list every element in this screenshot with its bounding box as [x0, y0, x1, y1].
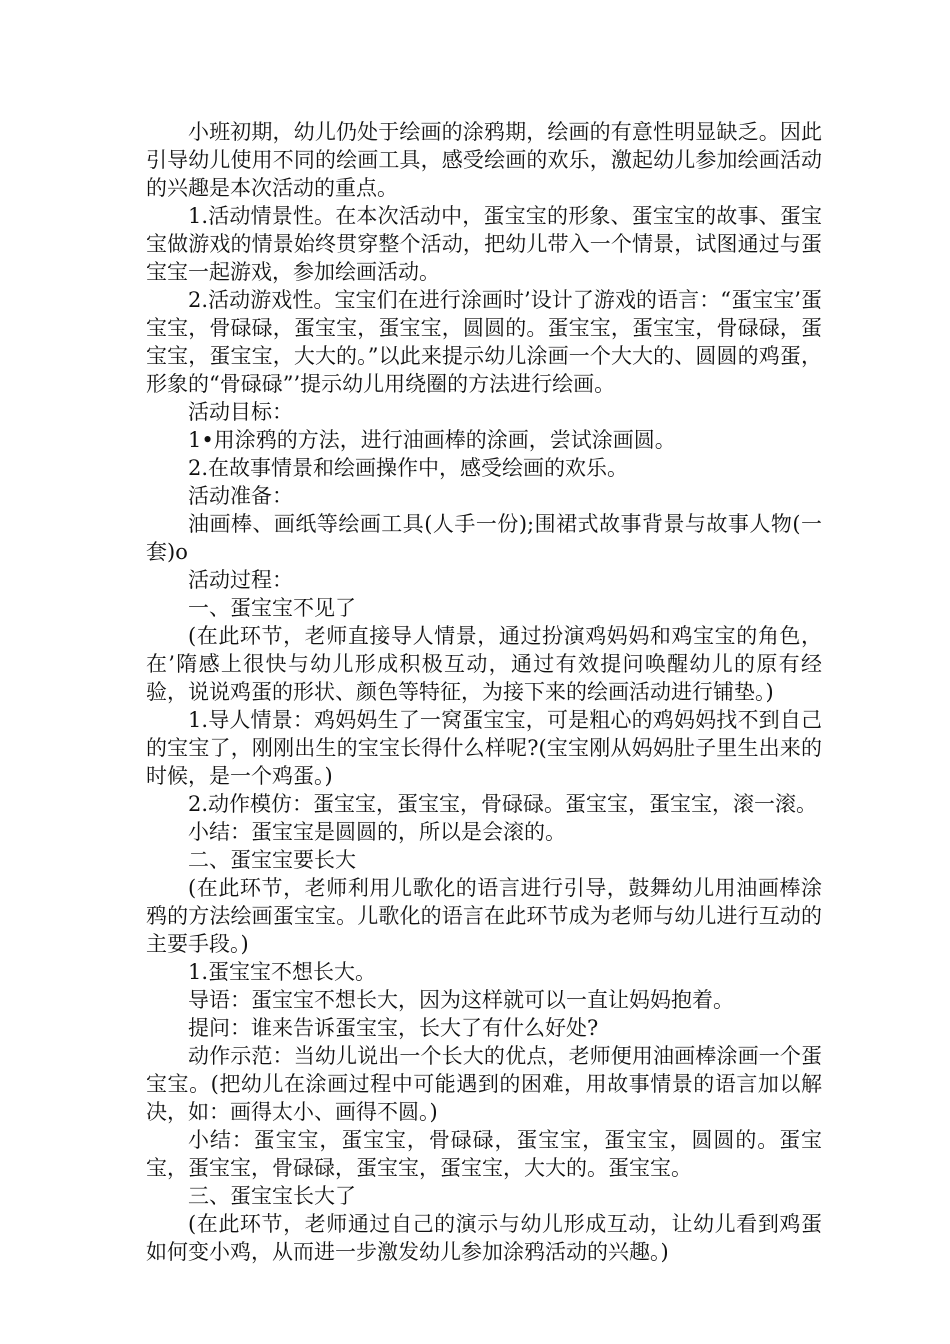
- section-heading-3: 三、蛋宝宝长大了: [188, 1184, 356, 1208]
- section-1-step-2: 2.动作模仿：蛋宝宝，蛋宝宝，骨碌碌。蛋宝宝，蛋宝宝，滚一滚。: [188, 792, 818, 816]
- section-heading-1: 一、蛋宝宝不见了: [188, 596, 356, 620]
- section-1-summary: 小结：蛋宝宝是圆圆的，所以是会滚的。: [188, 820, 566, 844]
- heading-goals: 活动目标：: [188, 400, 293, 424]
- goal-item-2: 2.在故事情景和绘画操作中，感受绘画的欢乐。: [188, 456, 629, 480]
- paragraph-intro: 小班初期，幼儿仍处于绘画的涂鸦期，绘画的有意性明显缺乏。因此引导幼儿使用不同的绘画工具，感受绘画的欢乐，激起幼儿参加绘画活动的兴趣是本次活动的重点。: [146, 120, 822, 200]
- paragraph-point-2: 2.活动游戏性。宝宝们在进行涂画时’设计了游戏的语言：“蛋宝宝’蛋宝宝，骨碌碌，蛋宝宝，蛋宝宝，圆圆的。蛋宝宝，蛋宝宝，骨碌碌，蛋宝宝，蛋宝宝，大大的。”以此来提示幼儿涂画一个大大的、圆圆的鸡蛋，形象的“骨碌碌”’提示幼儿用绕圈的方法进行绘画。: [146, 288, 822, 396]
- section-2-lead: 导语：蛋宝宝不想长大，因为这样就可以一直让妈妈抱着。: [188, 988, 734, 1012]
- paragraph-point-1: 1.活动情景性。在本次活动中，蛋宝宝的形象、蛋宝宝的故事、蛋宝宝做游戏的情景始终贯穿整个活动，把幼儿带入一个情景，试图通过与蛋宝宝一起游戏，参加绘画活动。: [146, 204, 822, 284]
- preparation-text: 油画棒、画纸等绘画工具(人手一份);围裙式故事背景与故事人物(一套)o: [146, 512, 822, 564]
- goal-item-1: 1•用涂鸦的方法，进行油画棒的涂画，尝试涂画圆。: [188, 428, 676, 452]
- section-2-step-1: 1.蛋宝宝不想长大。: [188, 960, 377, 984]
- document-body: [146, 118, 822, 1266]
- section-1-step-1: 1.导人情景：鸡妈妈生了一窝蛋宝宝，可是粗心的鸡妈妈找不到自己的宝宝了，刚刚出生的宝宝长得什么样呢?(宝宝刚从妈妈肚子里生出来的时候，是一个鸡蛋。): [146, 708, 822, 788]
- section-2-question: 提问：谁来告诉蛋宝宝，长大了有什么好处?: [188, 1016, 599, 1040]
- section-2-summary: 小结：蛋宝宝，蛋宝宝，骨碌碌，蛋宝宝，蛋宝宝，圆圆的。蛋宝宝，蛋宝宝，骨碌碌，蛋宝宝，蛋宝宝，大大的。蛋宝宝。: [146, 1128, 822, 1180]
- section-heading-2: 二、蛋宝宝要长大: [188, 848, 356, 872]
- section-1-note: (在此环节，老师直接导人情景，通过扮演鸡妈妈和鸡宝宝的角色，在’隋感上很快与幼儿形成积极互动，通过有效提问唤醒幼儿的原有经验，说说鸡蛋的形状、颜色等特征，为接下来的绘画活动进行铺垫。): [146, 624, 822, 704]
- heading-process: 活动过程：: [188, 568, 293, 592]
- section-2-demo: 动作示范：当幼儿说出一个长大的优点，老师便用油画棒涂画一个蛋宝宝。(把幼儿在涂画过程中可能遇到的困难，用故事情景的语言加以解决，如：画得太小、画得不圆。): [146, 1044, 822, 1124]
- section-2-note: (在此环节，老师利用儿歌化的语言进行引导，鼓舞幼儿用油画棒涂鸦的方法绘画蛋宝宝。儿歌化的语言在此环节成为老师与幼儿进行互动的主要手段。): [146, 876, 822, 956]
- section-3-note: (在此环节，老师通过自己的演示与幼儿形成互动，让幼儿看到鸡蛋如何变小鸡，从而进一步激发幼儿参加涂鸦活动的兴趣。): [146, 1212, 822, 1264]
- heading-preparation: 活动准备：: [188, 484, 293, 508]
